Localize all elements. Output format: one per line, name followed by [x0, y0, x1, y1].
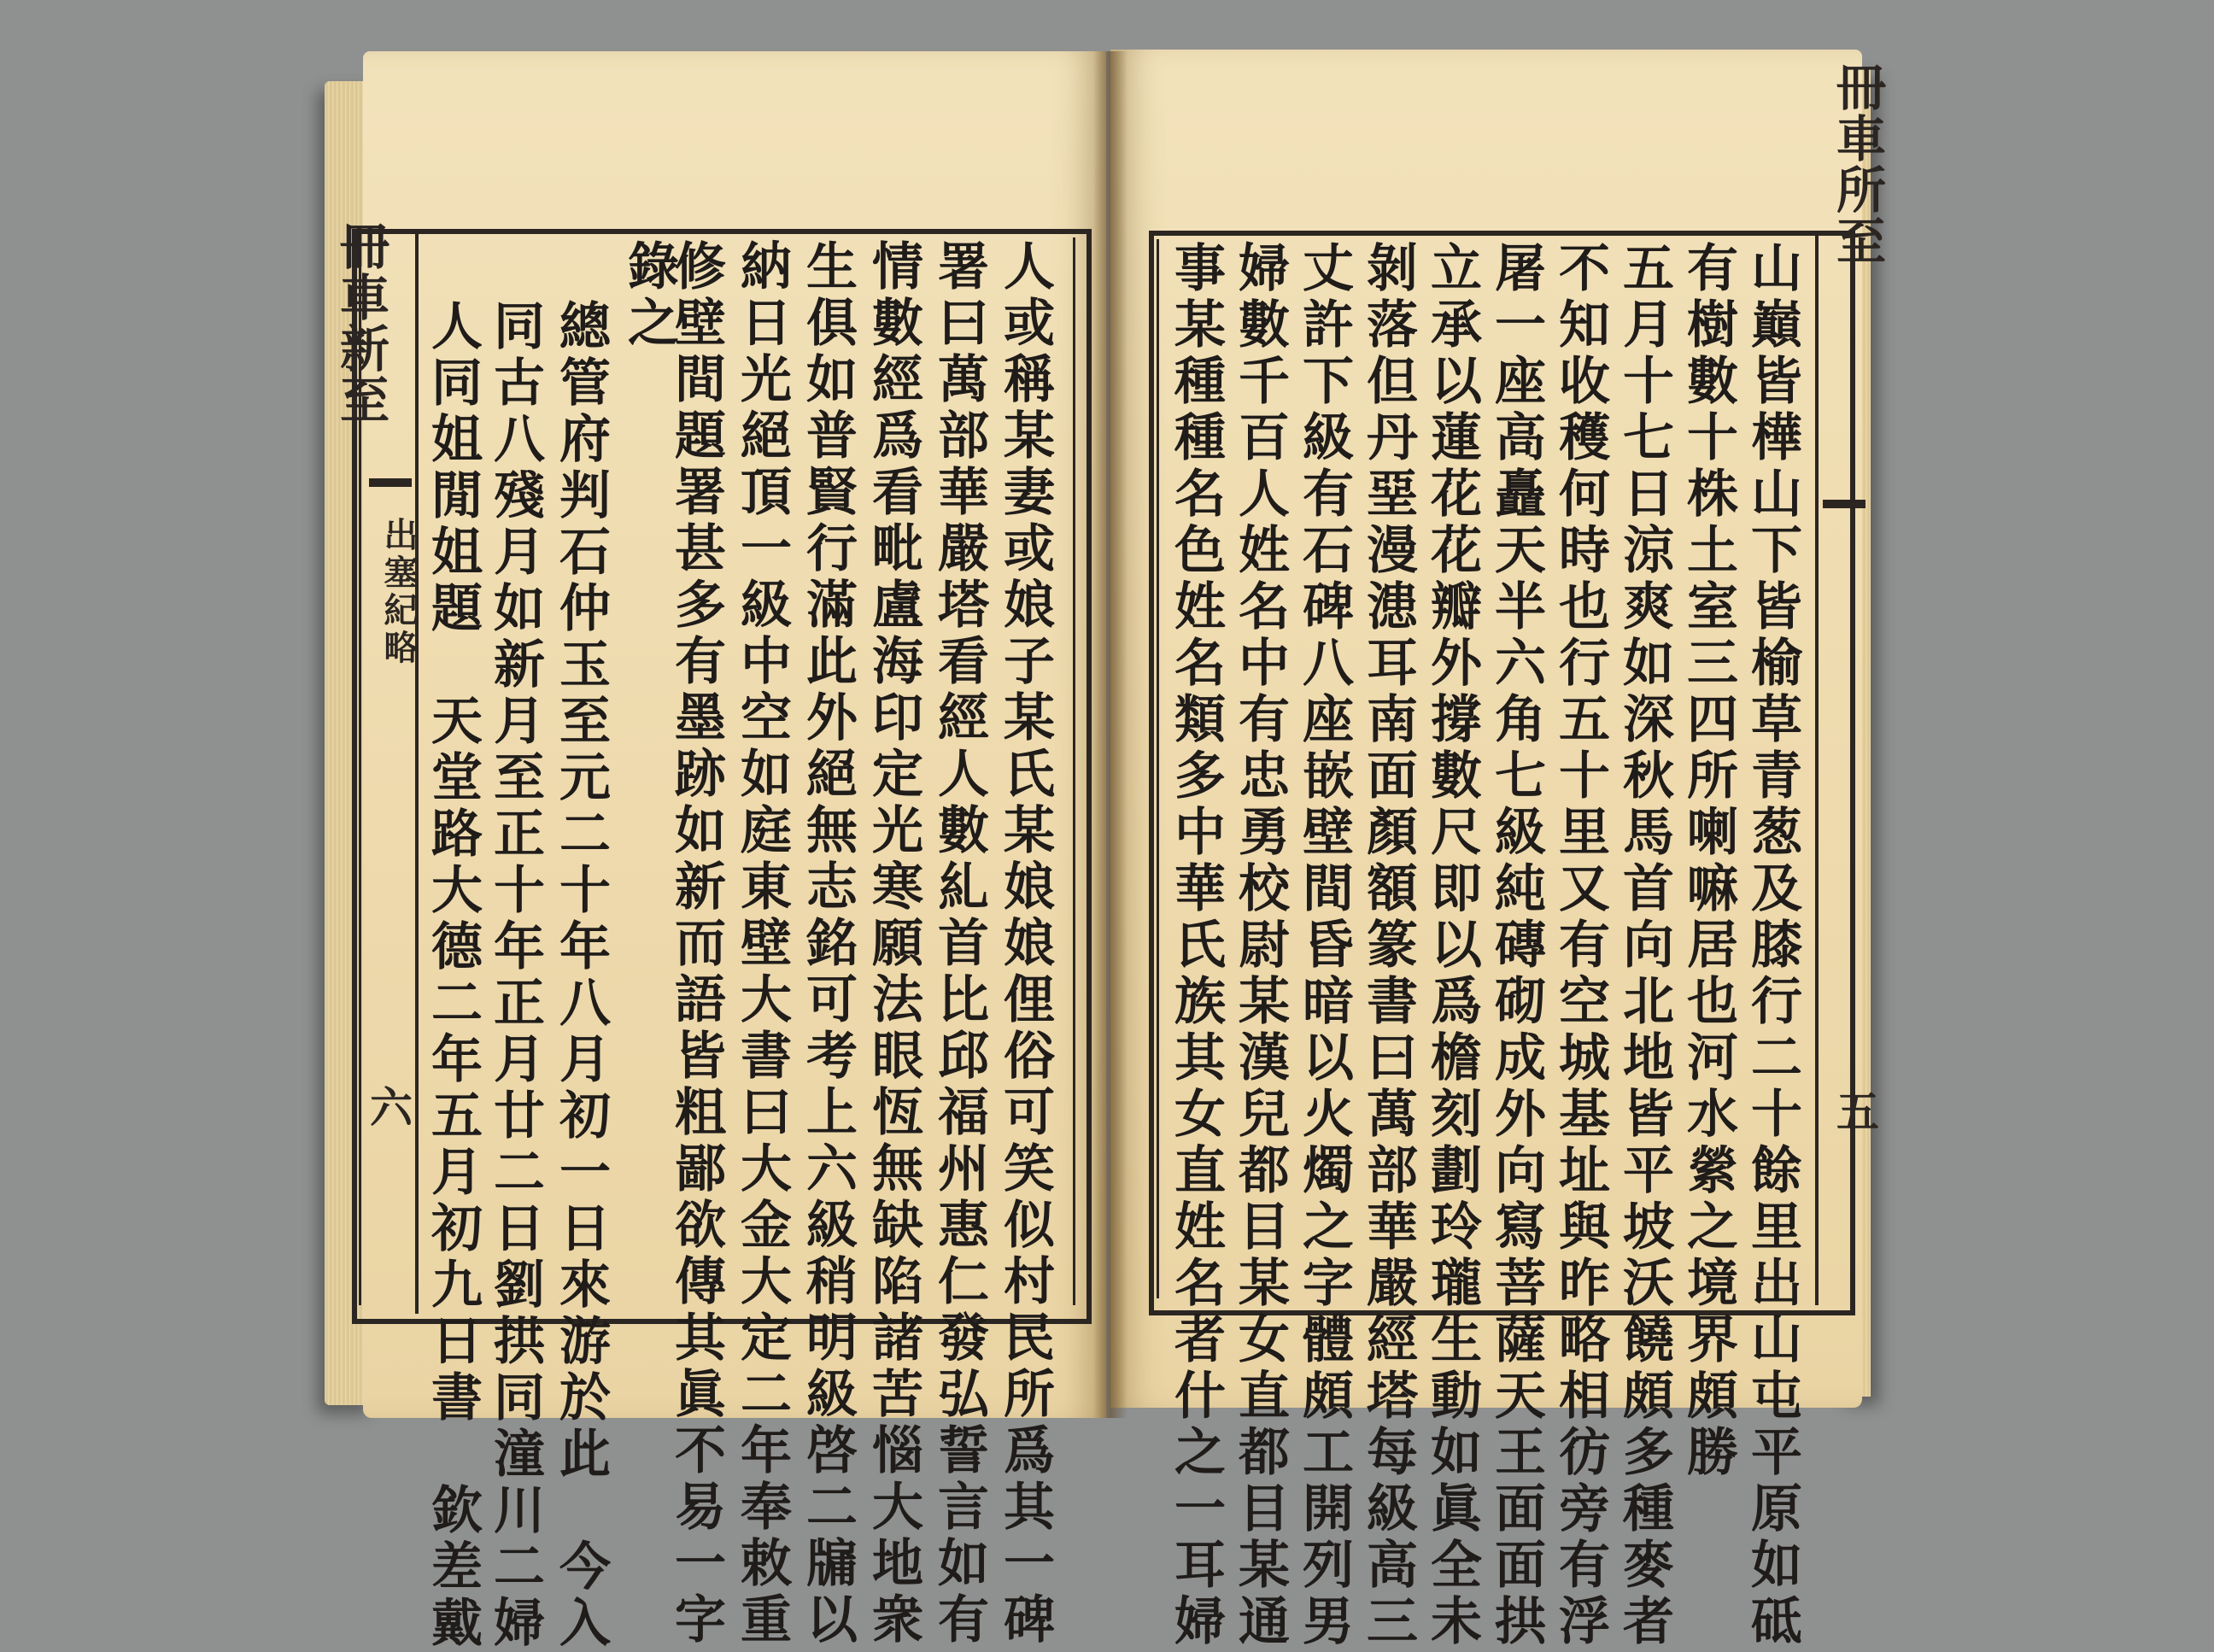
right-frame-inner-line: [1157, 239, 1159, 1298]
left-text-column: 情數經爲看毗盧海印定光寒願法眼恆無缺陷諸苦惱大地衆: [864, 239, 923, 1649]
right-text-column: 屠一座高矗天半六角七級純磚砌成外向寫菩薩天王面面拱: [1486, 241, 1546, 1650]
left-text-column: 生俱如普賢行滿此外絕無志銘可考上六級稍明級啓二牖以: [798, 239, 858, 1649]
left-leaf-number: 六: [363, 1085, 413, 1128]
right-band-title: 冊車所至: [1828, 62, 1886, 267]
left-text-column: 人或稱某妻或娘子某氏某娘娘俚俗可笑似村民所爲其一碑: [995, 239, 1055, 1649]
right-text-column: 立承以蓮花花瓣外撐數尺即以爲檐刻劃玲瓏生動如眞全未: [1422, 241, 1482, 1650]
right-band-divider: [1815, 236, 1819, 1305]
right-leaf-number: 五: [1830, 1089, 1880, 1132]
left-text-column: 錄之: [619, 239, 679, 352]
right-text-column: 不知收穫何時也行五十里又有空城基址與昨略相彷旁有浮: [1550, 241, 1610, 1650]
left-text-column: 總管府判石仲玉至元二十年八月初一日來游於此 今入: [551, 299, 611, 1652]
right-text-column: 婦數千百人姓名中有忠勇校尉某漢兒都目某女直都目某通: [1230, 241, 1290, 1650]
left-text-column: 人同姐閒姐題 天堂路大德二年五月初九日書 欽差戴: [423, 299, 483, 1652]
left-frame-inner-line-right: [1073, 237, 1075, 1305]
right-text-column: 事某種種名色姓名類多中華氏族其女直姓名者什之一耳婦: [1166, 241, 1226, 1650]
left-band-title: 冊車新至: [331, 220, 390, 425]
left-text-column: 納日光絕頂一級中空如庭東壁大書曰大金大定二年奉敕重: [732, 239, 792, 1649]
right-text-column: 剝落但丹堊漫漶耳南面顏額篆書曰萬部華嚴經塔每級高三: [1358, 241, 1418, 1650]
book-gutter: [1093, 51, 1128, 1418]
left-band-fishtail: [369, 478, 412, 487]
right-text-column: 有樹數十株土室三四所喇嘛居也河水縈之境界頗勝: [1678, 241, 1738, 1481]
right-band-fishtail: [1823, 500, 1866, 508]
left-text-column: 署曰萬部華嚴塔看經人數糺首比邱福州惠仁發弘誓言如有: [929, 239, 989, 1649]
left-text-column: 同古八殘月如新月至正十年正月廿二日劉拱同潼川二婦: [485, 299, 545, 1652]
right-text-column: 山巔皆樺山下皆榆草青葱及膝行二十餘里出山屯平原如砥: [1742, 241, 1802, 1650]
left-band-divider: [415, 234, 419, 1314]
left-text-column: 修壁間題署甚多有墨跡如新而語皆粗鄙欲傳其眞不易一字: [666, 239, 726, 1649]
left-section-title: 出塞紀略: [378, 517, 419, 667]
right-text-column: 五月十七日涼爽如深秋馬首向北地皆平坡沃饒頗多種麥者: [1614, 241, 1674, 1650]
right-text-column: 丈許下級有石碑八座嵌壁間昏暗以火燭之字體頗工開列男: [1294, 241, 1354, 1650]
